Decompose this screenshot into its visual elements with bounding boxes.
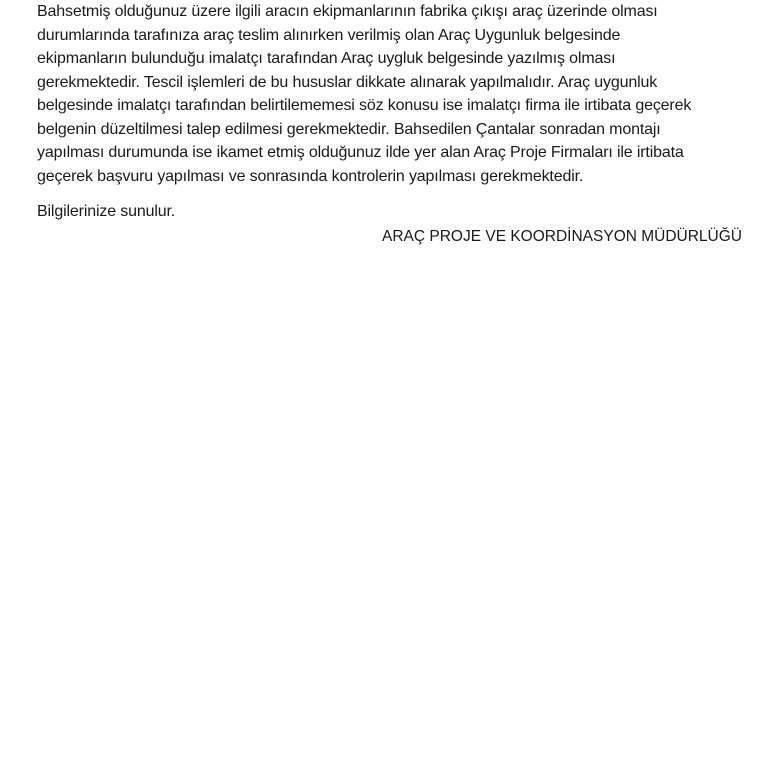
letter-body-line: Bahsetmiş olduğunuz üzere ilgili aracın ekipmanlarının fabrika çıkışı araç üzerinde olması <box>37 3 658 20</box>
letter-body-line: gerekmektedir. Tescil işlemleri de bu hususlar dikkate alınarak yapılmalıdır. Araç uygunluk <box>37 73 658 91</box>
letter-closing: Bilgilerinize sunulur. <box>37 203 176 220</box>
letter-body-line: yapılması durumunda ise ikamet etmiş olduğunuz ilde yer alan Araç Proje Firmaları ile irtibata <box>37 144 684 161</box>
letter-body-line: belgenin düzeltilmesi talep edilmesi gerekmektedir. Bahsedilen Çantalar sonradan montajı <box>37 120 661 138</box>
letter-body-line: durumlarında tarafınıza araç teslim alınırken verilmiş olan Araç Uygunluk belgesinde <box>37 26 621 44</box>
letter-body-line: ekipmanların bulunduğu imalatçı tarafından Araç uygluk belgesinde yazılmış olması <box>37 50 616 67</box>
letter-body <box>37 0 752 188</box>
letter-body-line: belgesinde imalatçı tarafından belirtilememesi söz konusu ise imalatçı firma ile irtibata geçerek <box>37 97 692 114</box>
letter-body-line: geçerek başvuru yapılması ve sonrasında kontrolerin yapılması gerekmektedir. <box>37 167 584 185</box>
letter-signature: ARAÇ PROJE VE KOORDİNASYON MÜDÜRLÜĞÜ <box>382 228 742 245</box>
